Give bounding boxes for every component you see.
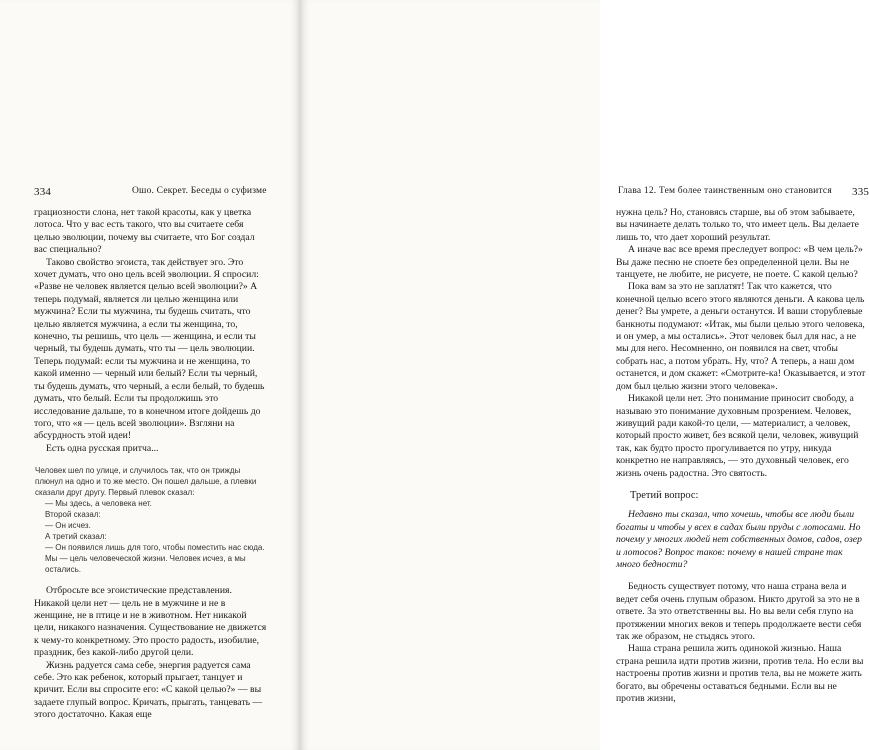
left-page-body [34,207,268,722]
paragraph: Пока вам за это не заплатят! Так что кажется, что конечной целью всего этого являются деньги. А какова цель денег? Вы умрете, а деньги останутся. И ваши сторублевые банкноты подумают: «Итак, мы были целью этого человека, и он умер, а мы остались». Этот человек был для нас, а не мы для него. Несомненно, он появился на свет, чтобы собрать нас, а потом убрать. Ну, что? А теперь, а наш дом останется, и дом скажет: «Смотрите-ка! Оказывается, и этот дом был целью жизни этого человека». [616,281,866,392]
quote-line: — Он исчез. [45,521,91,531]
question-text: Недавно ты сказал, что хочешь, чтобы все люди были богаты и чтобы у всех в садах были пруды с лотосами. Но почему у многих людей нет собственных домов, садов, озер и лотосов? Вопрос таков: почему в нашей стране так много бедности? [616,509,862,570]
question-heading: Третий вопрос: [630,489,699,501]
paragraph: Отбросьте все эгоистические представления. Никакой цели нет — цель не в мужчине и не в женщине, не в птице и не в животном. Нет никакой цели, никакого назначения. Существование не движется к чему-то конкретному. Это просто радость, изобилие, праздник, без какой-либо другой цели. [34,585,267,659]
left-page [0,0,300,750]
quote-line: Второй сказал: [45,510,101,520]
parable-quote [34,465,268,575]
quote-line: А третий сказал: [45,532,107,542]
quote-line: — Он появился лишь для того, чтобы поместить нас сюда. Мы — цель человеческой жизни. Человек исчез, а мы остались. [45,543,265,575]
page-number: 334 [34,186,52,198]
paragraph: Жизнь радуется сама себе, энергия радуется сама себе. Это как ребенок, который прыгает, танцует и кричит. Если вы спросите его: «С какой целью?» — вы задаете глупый вопрос. Кричать, прыгать, танцевать — этого достаточно. Какая еще [34,659,263,721]
paragraph: Бедность существует потому, что наша страна вела и ведет себя очень глупым образом. Никто другой за это не в ответе. За это ответственны вы. Но вы вели себя глупо на протяжении многих веков и теперь продолжаете вести себя так же образом, не стыдясь этого. [616,581,862,642]
paragraph: А иначе вас все время преследует вопрос: «В чем цель?» Вы даже песню не споете без определенной цели. Вы не танцуете, не любите, не рисуете, не поете. С какой целью? [616,244,863,281]
right-page [300,0,869,750]
page-number: 335 [852,186,869,198]
right-page-header [618,186,869,198]
left-page-header [34,186,268,198]
right-page-body [616,207,866,705]
quote-line: Человек шел по улице, и случилось так, что он трижды плюнул на одно и то же место. Он пошел дальше, а плевки сказали друг другу. Первый плевок сказал: [35,466,257,498]
paragraph: нужна цель? Но, становясь старше, вы об этом забываете, вы начинаете делать только то, что имеет цель. Вы делаете лишь то, что дает хороший результат. [616,207,859,243]
paragraph: Таково свойство эгоиста, так действует эго. Это хочет думать, что оно цель всей эволюции. Я спросил: «Разве не человек является целью всей эволюции?» А теперь подумай, является ли целью женщина или мужчина? Если ты мужчина, ты будешь считать, что целью является мужчина, а если ты женщина, то, конечно, ты решишь, что цель — женщина, и если ты черный, ты будешь думать, что ты — цель эволюции. Теперь подумай: если ты мужчина и не женщина, то какой именно — черный или белый? Если ты черный, ты будешь думать, что черный, а если белый, то будешь думать, что белый. Если ты продолжишь это исследование дальше, то в конечном итоге дойдешь до того, что «я — цель всей эволюции». Взгляни на абсурдность этой идеи! [34,256,265,442]
paragraph: Есть одна русская притча... [46,442,159,454]
paragraph: Наша страна решила жить одинокой жизнью. Наша страна решила идти против жизни, против тела. Но если вы настроены против жизни и против тела, вы не можете жить богато, вы обречены оставаться бедными. Если вы не против жизни, [616,643,864,705]
running-title: Глава 12. Тем более таинственным оно становится [618,186,832,196]
quote-line: — Мы здесь, а человека нет. [45,499,152,509]
running-title: Ошо. Секрет. Беседы о суфизме [132,186,267,196]
paragraph: грациозности слона, нет такой красоты, как у цветка лотоса. Что у вас есть такого, что вы считаете себя целью эволюции, почему вы считаете, что Бог создал вас специально? [34,207,255,256]
paragraph: Никакой цели нет. Это понимание приносит свободу, а называю это понимание духовным прозрением. Человек, живущий ради какой-то цели, — материалист, а человек, который просто живет, без всякой цели, человек, живущий так, как будто просто прогуливается по утру, никуда конкретно не направляясь, — это духовный человек, его жизнь очень радостна. Это святость. [616,393,859,479]
